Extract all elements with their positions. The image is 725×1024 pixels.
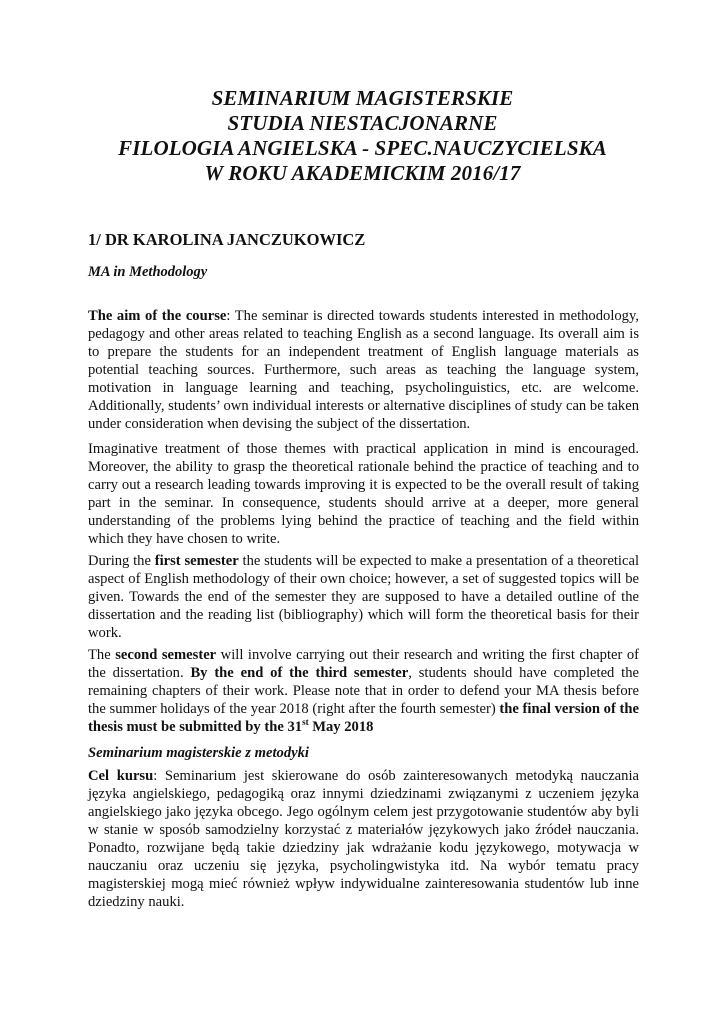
paragraph-text: Imaginative treatment of those themes with practical application in mind is encouraged. Moreover, the ability to grasp the theoretical rationale behind the practice of teaching and to carry out a research leading towards improving it is expected to be the overall result of taking part in the seminar. In consequence, students should arrive at a deeper, more general understanding of the problems lying behind the practice of teaching and the field within which they have chosen to write. <box>88 441 639 547</box>
paragraph-text: , students should have completed the remaining chapters of their work. Please note that in order to defend your MA thesis before the summer holidays of the year 2018 (right after the fourth semester) <box>88 665 640 717</box>
paragraph-text: the students will be expected to make a presentation of a theoretical aspect of English methodology of their own choice; however, a set of suggested topics will be given. Towards the end of the semester they are supposed to have a detailed outline of the dissertation and the reading list (bibliography) which will form the theoretical basis for their work. <box>88 553 639 641</box>
polish-section-heading: Seminarium magisterskie z metodyki <box>88 745 309 761</box>
paragraph-cel-kursu <box>88 767 639 911</box>
emphasis-first-semester: first semester <box>154 553 239 569</box>
document-title <box>0 86 725 186</box>
subheading: MA in Methodology <box>88 264 208 280</box>
paragraph-lead: Cel kursu <box>88 768 154 784</box>
section-heading: 1/ DR KAROLINA JANCZUKOWICZ <box>88 230 366 249</box>
deadline-text: the final version of the thesis must be submitted by the 31 <box>88 701 639 735</box>
paragraph-course-aim <box>88 307 639 433</box>
emphasis-second-semester: second semester <box>115 647 217 663</box>
title-line-3: FILOLOGIA ANGIELSKA - SPEC.NAUCZYCIELSKA <box>118 136 607 160</box>
paragraph-lead: The aim of the course <box>88 308 227 324</box>
paragraph-text: During the <box>88 553 155 569</box>
paragraph-second-semester <box>88 646 639 736</box>
title-line-2: STUDIA NIESTACJONARNE <box>227 111 498 135</box>
paragraph-imaginative-treatment <box>88 440 639 548</box>
deadline-ordinal: st <box>302 717 309 728</box>
paragraph-text: will involve carrying out their research and writing the first chapter of the dissertation. <box>88 647 639 681</box>
emphasis-third-semester: By the end of the third semester <box>190 665 409 681</box>
paragraph-text: : The seminar is directed towards students interested in methodology, pedagogy and other areas related to teaching English as a second language. Its overall aim is to prepare the students for an independent treatment of English language materials as potential teaching sources. Furthermore, such areas as teaching the language system, motivation in language learning and teaching, psycholinguistics, etc. are welcome. Additionally, students’ own individual interests or alternative disciplines of study can be taken under consideration when devising the subject of the dissertation. <box>88 308 639 432</box>
paragraph-text: The <box>88 647 116 663</box>
deadline-date: May 2018 <box>308 719 374 735</box>
title-line-4: W ROKU AKADEMICKIM 2016/17 <box>204 161 521 185</box>
paragraph-first-semester <box>88 552 639 642</box>
title-line-1: SEMINARIUM MAGISTERSKIE <box>211 86 514 110</box>
paragraph-text: : Seminarium jest skierowane do osób zainteresowanych metodyką nauczania języka angielskiego, pedagogiką oraz innymi dziedzinami związanymi z uczeniem języka angielskiego jako języka obcego. Jego ogólnym celem jest przygotowanie studentów aby byli w stanie w sposób samodzielny korzystać z materiałów językowych jako źródeł nauczania. Ponadto, rozwijane będą takie dziedziny jak wdrażanie kodu językowego, motywacja w nauczaniu oraz uczeniu się języka, psycholingwistyka itd. Na wybór tematu pracy magisterskiej mogą mieć również wpływ indywidualne zainteresowania studentów lub inne dziedziny nauki. <box>88 768 639 910</box>
